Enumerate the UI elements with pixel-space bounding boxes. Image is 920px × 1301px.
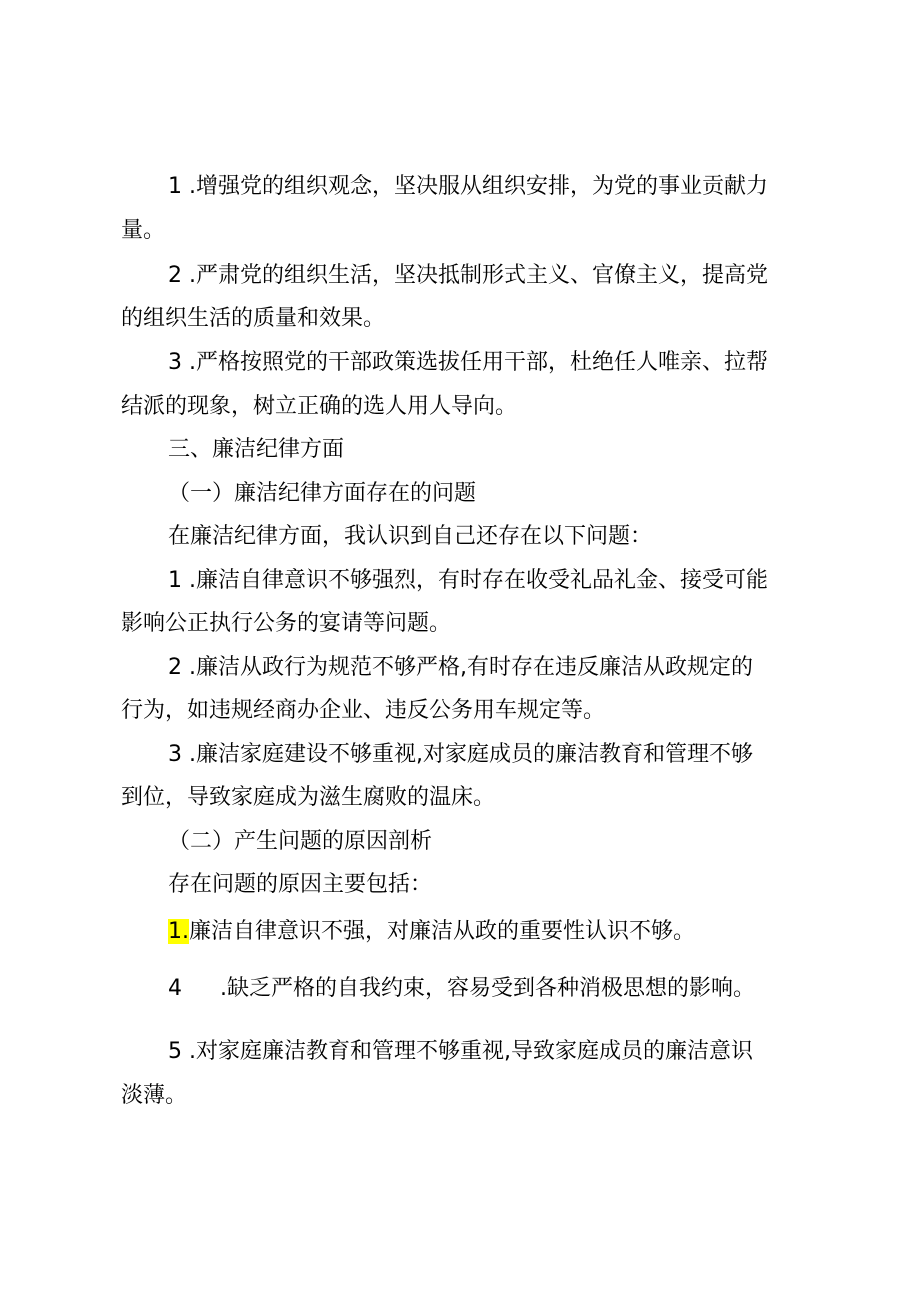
- paragraph-5-line-1: 2 .廉洁从政行为规范不够严格,有时存在违反廉洁从政规定的: [168, 655, 753, 680]
- subsection-heading-1: （一）廉洁纪律方面存在的问题: [168, 481, 477, 506]
- paragraph-3-line-2: 结派的现象，树立正确的选人用人导向。: [121, 394, 518, 419]
- intro-text-1: 在廉洁纪律方面，我认识到自己还存在以下问题：: [168, 524, 653, 549]
- paragraph-9-line-2: 淡薄。: [121, 1083, 188, 1108]
- paragraph-7-text: 廉洁自律意识不强，对廉洁从政的重要性认识不够。: [189, 919, 696, 944]
- paragraph-5-line-2: 行为，如违规经商办企业、违反公务用车规定等。: [121, 698, 606, 723]
- paragraph-6-line-1: 3 .廉洁家庭建设不够重视,对家庭成员的廉洁教育和管理不够: [168, 742, 753, 767]
- paragraph-3-line-1: 3 .严格按照党的干部政策选拔任用干部，杜绝任人唯亲、拉帮: [168, 350, 768, 375]
- paragraph-7: [168, 917, 695, 947]
- paragraph-6-line-2: 到位，导致家庭成为滋生腐败的温床。: [121, 785, 496, 810]
- subsection-heading-2: （二）产生问题的原因剖析: [168, 829, 433, 854]
- intro-text-2: 存在问题的原因主要包括：: [168, 872, 433, 897]
- paragraph-1-line-2: 量。: [121, 218, 166, 243]
- paragraph-2-line-2: 的组织生活的质量和效果。: [121, 306, 386, 331]
- paragraph-1-line-1: 1 .增强党的组织观念，坚决服从组织安排，为党的事业贡献力: [168, 174, 768, 199]
- paragraph-9-line-1: 5 .对家庭廉洁教育和管理不够重视,导致家庭成员的廉洁意识: [168, 1039, 753, 1064]
- paragraph-8: [168, 974, 755, 1004]
- paragraph-8-number: 4: [168, 976, 182, 1001]
- highlighted-number: 1.: [168, 919, 189, 944]
- paragraph-4-line-1: 1 .廉洁自律意识不够强烈，有时存在收受礼品礼金、接受可能: [168, 568, 768, 593]
- paragraph-8-text: .缺乏严格的自我约束，容易受到各种消极思想的影响。: [220, 976, 755, 1001]
- section-heading: 三、廉洁纪律方面: [168, 437, 345, 462]
- paragraph-2-line-1: 2 .严肃党的组织生活，坚决抵制形式主义、官僚主义，提高党: [168, 263, 768, 288]
- paragraph-4-line-2: 影响公正执行公务的宴请等问题。: [121, 611, 452, 636]
